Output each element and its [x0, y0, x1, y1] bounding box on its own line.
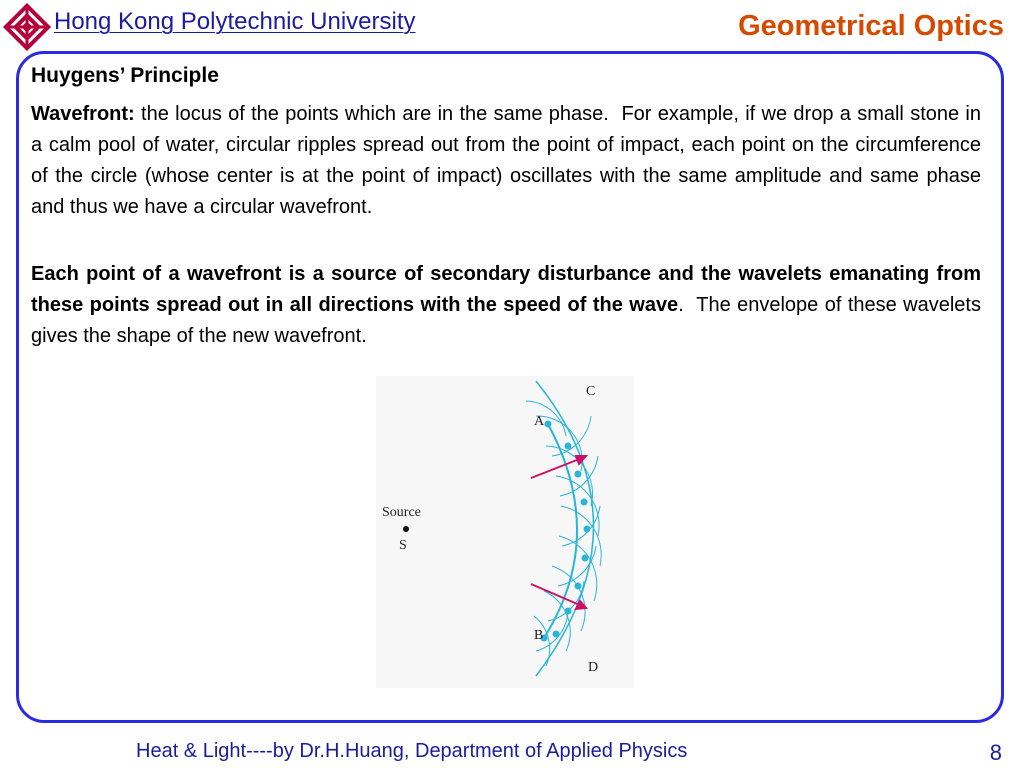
wavefront-definition: the locus of the points which are in the same phase. For example, if we drop a small stone in a calm pool of water, circular ripples spread out from the point of impact, each point on the circumference of the circle (whose center is at the point of impact) oscillates with the same amplitude and same phase and thus we have a circular wavefront.	[31, 103, 981, 218]
wavefront-paragraph	[31, 99, 981, 223]
label-source: Source	[382, 505, 421, 520]
huygens-envelope-text: . The envelope of these wavelets gives the shape of the new wavefront.	[31, 294, 981, 347]
label-b: B	[534, 628, 544, 643]
wavefront-term: Wavefront:	[31, 103, 135, 125]
deck-title: Geometrical Optics	[738, 10, 1004, 42]
label-a: A	[534, 414, 545, 429]
secondary-wavelets	[526, 401, 601, 666]
wavefront-diagram	[376, 376, 634, 688]
university-link[interactable]: Hong Kong Polytechnic University	[54, 8, 416, 35]
page-number: 8	[989, 740, 1002, 765]
label-c: C	[586, 384, 596, 399]
label-d: D	[588, 660, 599, 675]
original-wavefront-arc	[544, 424, 577, 638]
huygens-paragraph	[31, 259, 981, 352]
huygens-wavefront-figure	[376, 376, 634, 688]
footer-credit: Heat & Light----by Dr.H.Huang, Department of Applied Physics	[136, 740, 688, 762]
label-s: S	[399, 538, 407, 553]
source-point	[403, 526, 409, 532]
slide-heading: Huygens’ Principle	[31, 64, 219, 87]
huygens-principle-statement: Each point of a wavefront is a source of secondary disturbance and the wavelets emanating from these points spread out in all directions with the speed of the wave	[31, 263, 981, 316]
university-logo	[2, 2, 52, 52]
